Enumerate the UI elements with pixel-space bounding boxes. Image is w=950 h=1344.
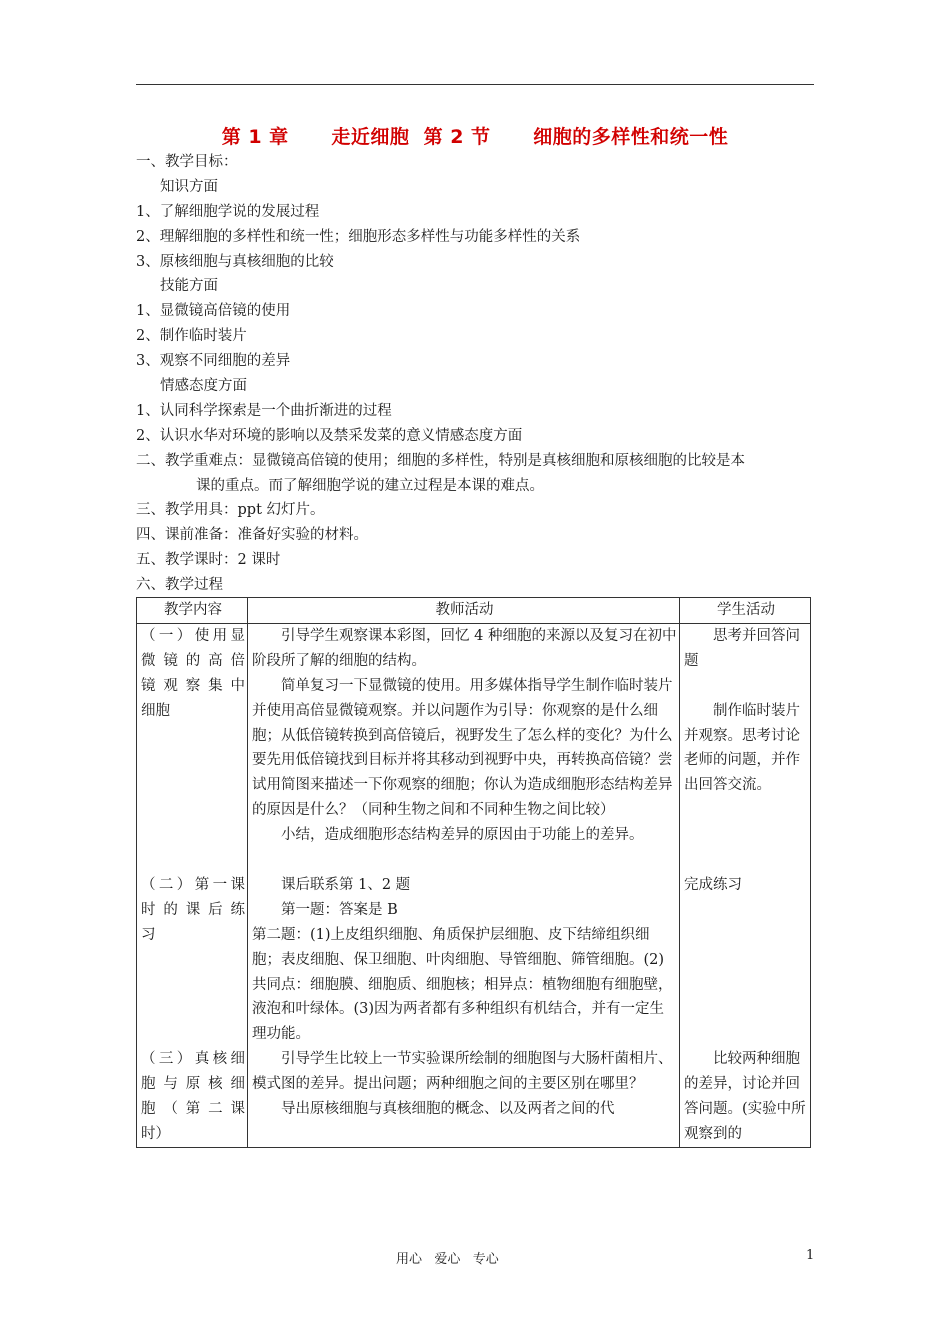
document-body xyxy=(136,150,816,598)
process-heading: 六、教学过程 xyxy=(136,577,223,594)
teacher-paragraph: 引导学生比较上一节实验课所绘制的细胞图与大肠杆菌相片、模式图的差异。提出问题；两种细胞之间的主要区别在哪里？ xyxy=(252,1051,673,1093)
teacher-paragraph: 引导学生观察课本彩图，回忆 4 种细胞的来源以及复习在初中阶段所了解的细胞的结构。 xyxy=(252,627,677,669)
list-item: 2、理解细胞的多样性和统一性；细胞形态多样性与功能多样性的关系 xyxy=(136,228,581,245)
list-item: 1、显微镜高倍镜的使用 xyxy=(136,303,291,320)
student-paragraph: 完成练习 xyxy=(684,876,742,893)
student-paragraph: 制作临时装片并观察。思考讨论老师的问题，并作出回答交流。 xyxy=(684,702,800,794)
cell-text: 习 xyxy=(141,926,156,943)
list-item: 2、认识水华对环境的影响以及禁采发菜的意义情感态度方面 xyxy=(136,427,523,444)
header-rule xyxy=(136,84,814,85)
teacher-paragraph: 课后联系第 1、2 题 xyxy=(281,876,411,893)
hours-line: 五、教学课时：2 课时 xyxy=(136,552,281,569)
list-item: 1、了解细胞学说的发展过程 xyxy=(136,203,320,220)
teacher-paragraph: 第一题：答案是 B xyxy=(281,901,398,918)
attitude-heading: 情感态度方面 xyxy=(160,378,247,395)
teacher-cell xyxy=(248,873,680,1047)
cell-text: （二）第一课 xyxy=(141,876,245,893)
table-row xyxy=(137,873,811,1047)
cell-text: 时） xyxy=(141,1126,170,1143)
list-item: 3、原核细胞与真核细胞的比较 xyxy=(136,253,334,270)
key-points-line: 二、教学重难点：显微镜高倍镜的使用；细胞的多样性，特别是真核细胞和原核细胞的比较是本 xyxy=(136,452,745,469)
teacher-cell xyxy=(248,1047,680,1147)
prep-line: 四、课前准备：准备好实验的材料。 xyxy=(136,527,368,544)
cell-text: 微镜的高倍 xyxy=(141,652,245,669)
student-cell xyxy=(680,873,811,1047)
cell-text: 细胞 xyxy=(141,702,170,719)
skill-heading: 技能方面 xyxy=(160,278,218,295)
page-number: 1 xyxy=(806,1248,815,1263)
cell-text: 镜观察集中 xyxy=(141,677,245,694)
header-teacher: 教师活动 xyxy=(248,598,680,624)
cell-text: （一）使用显 xyxy=(141,627,245,644)
student-paragraph: 比较两种细胞的差异，讨论并回答问题。(实验中所观察到的 xyxy=(684,1051,806,1143)
teacher-paragraph: 简单复习一下显微镜的使用。用多媒体指导学生制作临时装片并使用高倍显微镜观察。并以问题作为引导：你观察的是什么细胞；从低倍镜转换到高倍镜后，视野发生了怎么样的变化？为什么要先用低倍镜找到目标并将其移动到视野中央，再转换高倍镜？尝试用简图来描述一下你观察的细胞；你认为造成细胞形态结构差异的原因是什么？（同种生物之间和不同种生物之间比较） xyxy=(252,677,673,819)
table-row xyxy=(137,1047,811,1147)
teacher-cell xyxy=(248,623,680,873)
list-item: 1、认同科学探索是一个曲折渐进的过程 xyxy=(136,402,392,419)
header-content: 教学内容 xyxy=(137,598,248,624)
cell-text: 胞与原核细 xyxy=(141,1076,245,1093)
key-points-continuation: 课的重点。而了解细胞学说的建立过程是本课的难点。 xyxy=(196,477,544,494)
teacher-paragraph: 导出原核细胞与真核细胞的概念、以及两者之间的代 xyxy=(281,1101,615,1118)
tools-line: 三、教学用具：ppt 幻灯片。 xyxy=(136,502,325,519)
table-header-row xyxy=(137,598,811,624)
table-row xyxy=(137,623,811,873)
process-table xyxy=(136,597,811,1148)
footer-motto: 用心 爱心 专心 xyxy=(396,1252,499,1267)
student-paragraph: 思考并回答问题 xyxy=(684,627,800,669)
content-cell xyxy=(137,873,248,1047)
content-cell xyxy=(137,1047,248,1147)
student-cell xyxy=(680,623,811,873)
page-title: 第 1 章 走近细胞 第 2 节 细胞的多样性和统一性 xyxy=(221,126,729,148)
list-item: 3、观察不同细胞的差异 xyxy=(136,353,291,370)
knowledge-heading: 知识方面 xyxy=(160,178,218,195)
student-cell xyxy=(680,1047,811,1147)
cell-text: （三）真核细 xyxy=(141,1051,245,1068)
content-cell xyxy=(137,623,248,873)
objectives-heading: 一、教学目标： xyxy=(136,154,238,170)
cell-text: 时的课后练 xyxy=(141,901,245,918)
cell-text: 胞（第二课 xyxy=(141,1101,245,1118)
header-student: 学生活动 xyxy=(680,598,811,624)
teacher-paragraph: 小结，造成细胞形态结构差异的原因由于功能上的差异。 xyxy=(281,827,644,844)
teacher-paragraph: 第二题：(1)上皮组织细胞、角质保护层细胞、皮下结缔组织细胞；表皮细胞、保卫细胞、叶肉细胞、导管细胞、筛管细胞。(2)共同点：细胞膜、细胞质、细胞核；相异点：植物细胞有细胞壁，液泡和叶绿体。(3)因为两者都有多种组织有机结合，并有一定生理功能。 xyxy=(252,926,673,1043)
list-item: 2、制作临时装片 xyxy=(136,328,247,345)
